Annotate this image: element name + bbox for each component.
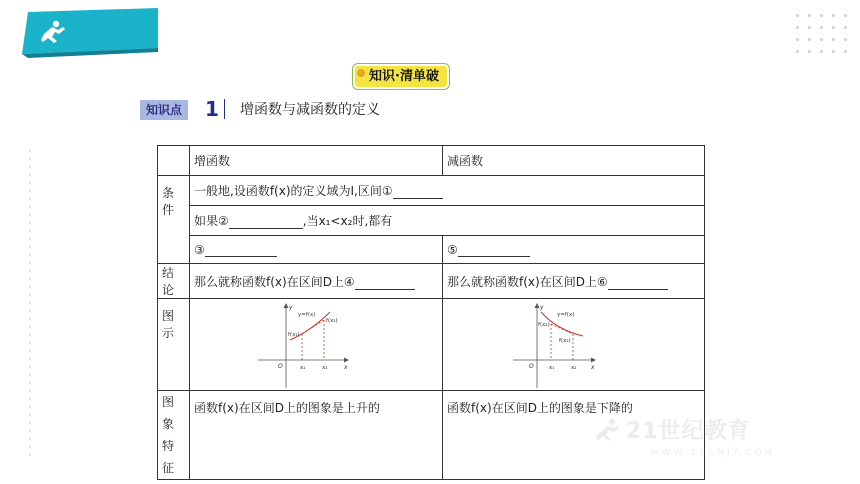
graph-decreasing-cell (443, 299, 705, 391)
condition-line-2 (190, 206, 705, 236)
graph-dec-x: x (591, 363, 595, 371)
graph-inc-y: y (289, 303, 293, 311)
conclusion-increasing-cell (190, 264, 443, 299)
condition-row-2 (158, 206, 705, 236)
condition-line-2a-text: 如果② (194, 214, 229, 228)
blank-2 (229, 215, 303, 229)
graph-dec-origin: O (529, 362, 534, 370)
graph-inc-x: x (344, 363, 348, 371)
knowledge-point-tag: 知识点 (140, 100, 188, 120)
graph-inc-x1: x₁ (300, 364, 306, 371)
feature-label-2: 特征 (162, 439, 175, 475)
knowledge-point-title: 增函数与减函数的定义 (240, 102, 380, 118)
graph-dec-curve: y=f(x) (557, 311, 575, 318)
graph-dec-y: y (540, 303, 544, 311)
conclusion-decreasing-cell (443, 264, 705, 299)
conclusion-row (158, 264, 705, 299)
feature-row (158, 391, 705, 480)
conclusion-decreasing: 那么就称函数f(x)在区间D上⑥ (447, 274, 608, 289)
graph-label: 图示 (158, 299, 190, 391)
conclusion-label: 结论 (158, 264, 190, 299)
graph-inc-p1: f(x₁) (288, 331, 300, 338)
graph-dec-x1: x₁ (549, 364, 555, 371)
knowledge-point-divider (224, 99, 225, 119)
decreasing-function-graph (447, 300, 700, 390)
feature-label-1: 图象 (162, 395, 175, 431)
condition-row-1 (158, 176, 705, 206)
feature-increasing: 函数f(x)在区间D上的图象是上升的 (190, 391, 443, 480)
blank-6 (608, 276, 668, 290)
blank-3 (205, 243, 277, 257)
definition-table (157, 145, 705, 480)
table-corner-cell (158, 146, 190, 176)
conclusion-increasing: 那么就称函数f(x)在区间D上④ (194, 274, 355, 289)
feature-label (158, 391, 190, 480)
blank-1 (393, 185, 443, 199)
condition-row-3 (158, 236, 705, 264)
feature-decreasing: 函数f(x)在区间D上的图象是下降的 (443, 391, 705, 480)
decorative-dotted-line (28, 150, 32, 460)
section-title-badge (355, 66, 447, 87)
condition-line-1 (190, 176, 705, 206)
blank-5-cell (443, 236, 705, 264)
blank-4 (355, 276, 415, 290)
increasing-function-graph (194, 300, 438, 390)
decorative-dots-icon (796, 14, 848, 54)
graph-inc-origin: O (278, 362, 283, 370)
graph-dec-p1: f(x₁) (538, 321, 550, 328)
lightbulb-icon (357, 69, 365, 77)
header-decreasing: 减函数 (443, 146, 705, 176)
condition-label: 条件 (158, 176, 190, 264)
watermark-text: 21世纪教育 (626, 419, 751, 444)
blank-3-cell (190, 236, 443, 264)
watermark-runner-icon (594, 416, 622, 444)
knowledge-point-number: 1 (205, 97, 219, 121)
graph-increasing-cell (190, 299, 443, 391)
graph-inc-p2: f(x₂) (326, 317, 338, 324)
graph-inc-curve: y=f(x) (298, 311, 316, 318)
blank-3-label: ③ (194, 242, 205, 257)
graph-row (158, 299, 705, 391)
watermark-url: WWW.21CNJY.COM (650, 448, 776, 458)
blank-5-label: ⑤ (447, 242, 458, 257)
table-header-row (158, 146, 705, 176)
condition-line-2b-text: ,当x₁<x₂时,都有 (302, 214, 393, 228)
graph-inc-x2: x₂ (322, 364, 328, 371)
logo-banner (22, 8, 158, 58)
graph-dec-p2: f(x₂) (559, 337, 571, 344)
graph-dec-x2: x₂ (571, 364, 577, 371)
header-increasing: 增函数 (190, 146, 443, 176)
condition-line-1-text: 一般地,设函数f(x)的定义域为I,区间① (194, 184, 393, 198)
section-title: 知识·清单破 (369, 69, 439, 84)
blank-5 (458, 243, 530, 257)
